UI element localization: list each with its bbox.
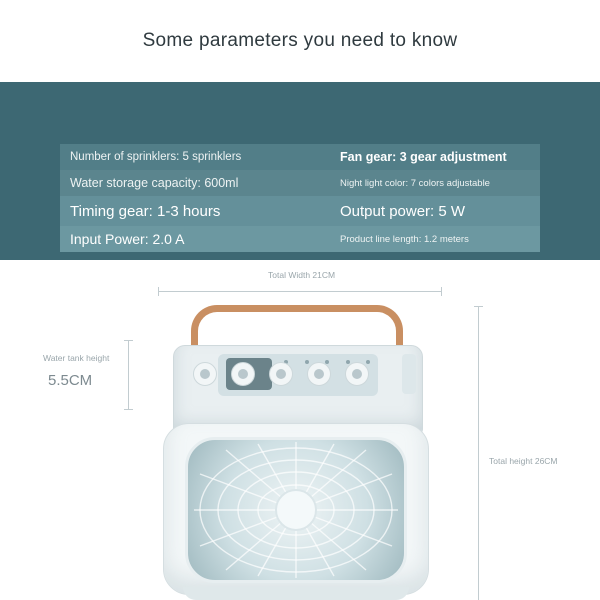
specifications-band <box>0 82 600 260</box>
table-row <box>60 226 540 252</box>
tank-height-tick-bottom <box>124 409 133 410</box>
water-tank <box>173 345 423 435</box>
page-title: Some parameters you need to know <box>142 30 458 51</box>
height-dimension-line <box>478 306 479 600</box>
spec-cell-sprinklers: Number of sprinklers: 5 sprinklers <box>70 151 242 163</box>
sprinkler-nozzle <box>269 362 293 386</box>
spec-cell-water-capacity: Water storage capacity: 600ml <box>70 176 239 190</box>
sprinkler-nozzle <box>307 362 331 386</box>
width-dimension-line <box>158 291 442 292</box>
height-tick-top <box>474 306 483 307</box>
spec-cell-input-power: Input Power: 2.0 A <box>70 231 185 247</box>
water-tank-height-label: Water tank height <box>43 353 110 363</box>
table-row <box>60 196 540 226</box>
spec-cell-output-power: Output power: 5 W <box>340 202 466 220</box>
page-header <box>0 0 600 82</box>
total-width-label: Total Width 21CM <box>268 270 336 280</box>
specifications-table <box>60 144 540 252</box>
sprinkler-nozzle <box>345 362 369 386</box>
sprinkler-nozzle <box>231 362 255 386</box>
total-height-label: Total height 26CM <box>489 456 558 466</box>
spec-cell-night-light: Night light color: 7 colors adjustable <box>340 177 490 189</box>
side-vent <box>402 354 416 394</box>
product-photo-area <box>0 260 600 600</box>
sprinkler-nozzle <box>193 362 217 386</box>
water-tank-height-value: 5.5CM <box>48 372 93 389</box>
table-row <box>60 170 540 196</box>
spec-cell-fan-gear: Fan gear: 3 gear adjustment <box>340 150 507 164</box>
width-tick-right <box>441 287 442 296</box>
sprinkler-nozzle-row <box>193 361 369 387</box>
cooler-base <box>183 587 409 600</box>
tank-height-tick-top <box>124 340 133 341</box>
air-cooler-product-image <box>155 305 445 600</box>
fan-hub <box>275 489 317 531</box>
fan-grille <box>185 437 407 583</box>
spec-cell-timing-gear: Timing gear: 1-3 hours <box>70 202 221 220</box>
table-row <box>60 144 540 170</box>
tank-height-dimension-line <box>128 340 129 410</box>
width-tick-left <box>158 287 159 296</box>
spec-cell-line-length: Product line length: 1.2 meters <box>340 233 469 245</box>
